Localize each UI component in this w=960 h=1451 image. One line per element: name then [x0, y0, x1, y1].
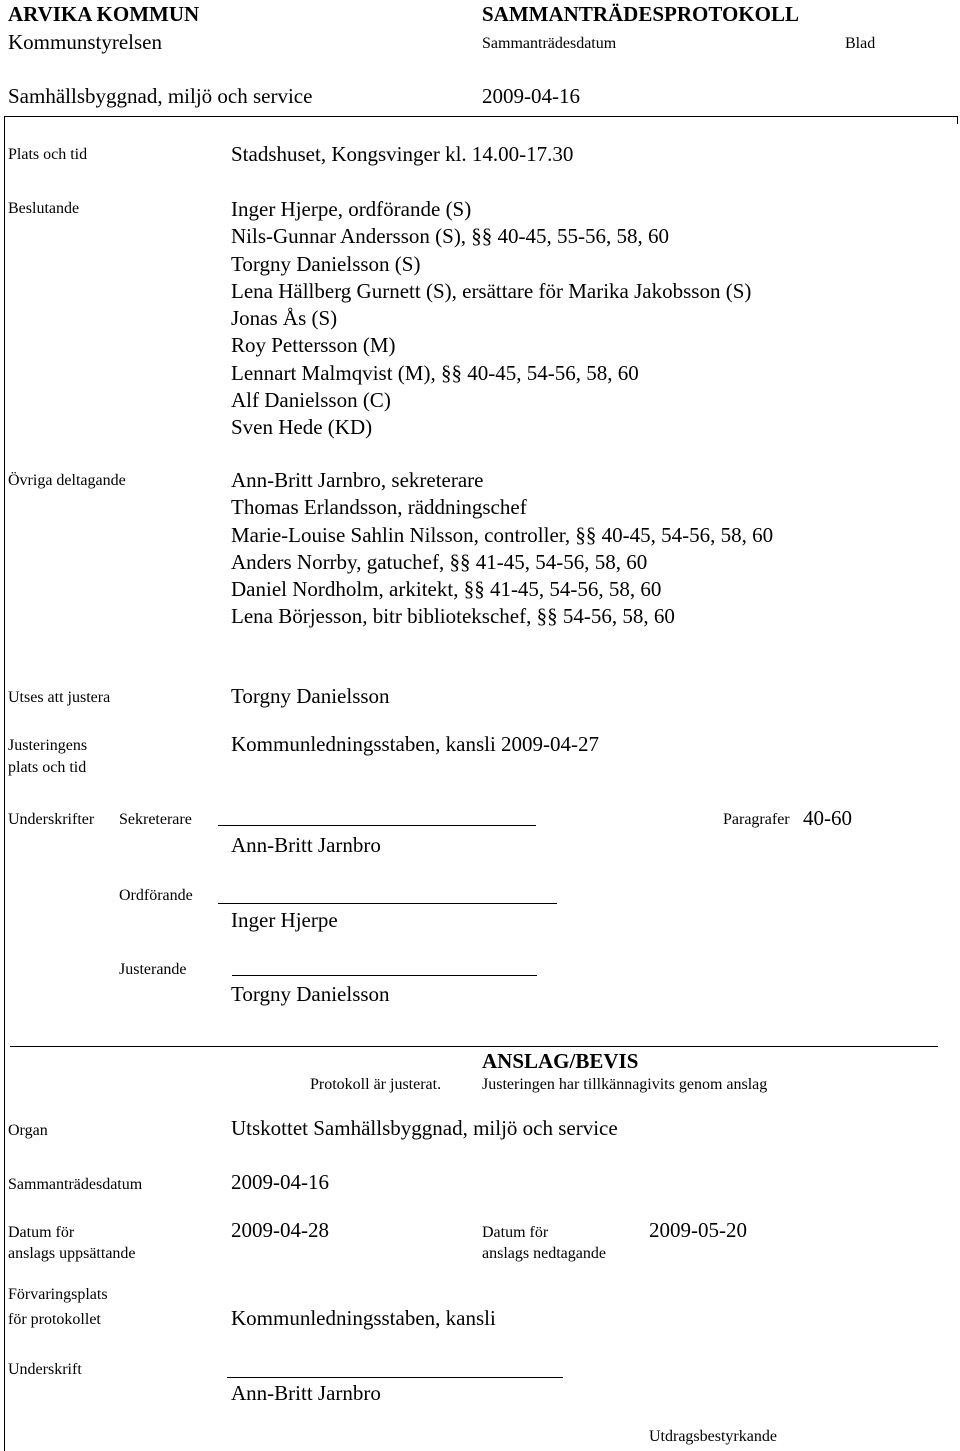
- posted-label: Datum för: [8, 1224, 75, 1241]
- board-name: Kommunstyrelsen: [8, 30, 162, 54]
- left-border: [4, 116, 5, 1451]
- list-item: Alf Danielsson (C): [231, 388, 391, 413]
- storage-value: Kommunledningsstaben, kansli: [231, 1306, 496, 1330]
- list-item: Anders Norrby, gatuchef, §§ 41-45, 54-56, 58, 60: [231, 549, 648, 574]
- removed-value: 2009-05-20: [649, 1218, 747, 1242]
- header-meeting-date: 2009-04-16: [482, 84, 580, 108]
- organ-value: Utskottet Samhällsbyggnad, miljö och service: [231, 1116, 618, 1140]
- list-item: Lennart Malmqvist (M), §§ 40-45, 54-56, 58, 60: [231, 360, 639, 385]
- adjuster-label: Utses att justera: [8, 689, 111, 706]
- adjusted-text: Protokoll är justerat.: [310, 1076, 442, 1093]
- right-border-tick: [957, 116, 958, 124]
- posted-label-2: anslags uppsättande: [8, 1245, 136, 1262]
- notice-signature-name: Ann-Britt Jarnbro: [231, 1381, 381, 1405]
- signatures-label: Underskrifter: [8, 811, 95, 828]
- notice-divider: [10, 1046, 938, 1047]
- justifier-signature-line: [232, 975, 537, 976]
- adjust-place-label-2: plats och tid: [8, 759, 87, 776]
- chair-signature-line: [218, 903, 557, 904]
- paragraphs-value: 40-60: [803, 806, 852, 830]
- list-item: Marie-Louise Sahlin Nilsson, controller, §§ 40-45, 54-56, 58, 60: [231, 522, 774, 547]
- announced-text: Justeringen har tillkännagivits genom anslag: [482, 1076, 768, 1093]
- notice-signature-line: [227, 1377, 563, 1378]
- list-item: Sven Hede (KD): [231, 415, 373, 440]
- list-item: Daniel Nordholm, arkitekt, §§ 41-45, 54-56, 58, 60: [231, 577, 662, 602]
- removed-label-2: anslags nedtagande: [482, 1245, 606, 1262]
- list-item: Roy Pettersson (M): [231, 333, 396, 358]
- adjuster-value: Torgny Danielsson: [231, 684, 390, 708]
- meeting-date-label: Sammanträdesdatum: [482, 35, 617, 52]
- document-type: SAMMANTRÄDESPROTOKOLL: [482, 2, 799, 26]
- committee-name: Samhällsbyggnad, miljö och service: [8, 84, 313, 108]
- list-item: Lena Hällberg Gurnett (S), ersättare för Marika Jakobsson (S): [231, 278, 752, 303]
- adjust-place-value: Kommunledningsstaben, kansli 2009-04-27: [231, 732, 600, 756]
- notice-meeting-date-label: Sammanträdesdatum: [8, 1176, 143, 1193]
- list-item: Torgny Danielsson (S): [231, 251, 421, 276]
- storage-label-2: för protokollet: [8, 1311, 101, 1328]
- notice-title: ANSLAG/BEVIS: [482, 1049, 639, 1073]
- place-label: Plats och tid: [8, 146, 88, 163]
- organ-label: Organ: [8, 1122, 48, 1139]
- list-item: Ann-Britt Jarnbro, sekreterare: [231, 468, 484, 492]
- justifier-name: Torgny Danielsson: [231, 982, 390, 1006]
- list-item: Thomas Erlandsson, räddningschef: [231, 495, 527, 520]
- paragraphs-label: Paragrafer: [723, 811, 790, 828]
- org-name: ARVIKA KOMMUN: [8, 2, 200, 26]
- others-label: Övriga deltagande: [8, 472, 126, 489]
- list-item: Nils-Gunnar Andersson (S), §§ 40-45, 55-56, 58, 60: [231, 224, 670, 249]
- list-item: Jonas Ås (S): [231, 306, 338, 331]
- header-divider: [4, 116, 958, 117]
- adjust-place-label: Justeringens: [8, 737, 88, 754]
- removed-label: Datum för: [482, 1224, 549, 1241]
- secretary-signature-line: [218, 825, 536, 826]
- posted-value: 2009-04-28: [231, 1218, 329, 1242]
- secretary-label: Sekreterare: [119, 811, 192, 828]
- notice-meeting-date-value: 2009-04-16: [231, 1170, 329, 1194]
- justifier-label: Justerande: [119, 961, 187, 978]
- secretary-name: Ann-Britt Jarnbro: [231, 833, 381, 857]
- storage-label: Förvaringsplats: [8, 1286, 108, 1303]
- page-label: Blad: [845, 35, 876, 52]
- list-item: Inger Hjerpe, ordförande (S): [231, 197, 472, 221]
- others-list: [231, 467, 773, 631]
- deciding-list: [231, 196, 751, 442]
- deciding-label: Beslutande: [8, 200, 80, 217]
- list-item: Lena Börjesson, bitr bibliotekschef, §§ 54-56, 58, 60: [231, 604, 675, 629]
- signature-label: Underskrift: [8, 1361, 82, 1378]
- place-value: Stadshuset, Kongsvinger kl. 14.00-17.30: [231, 142, 574, 166]
- chair-name: Inger Hjerpe: [231, 908, 338, 932]
- chair-label: Ordförande: [119, 887, 193, 904]
- certified-label: Utdragsbestyrkande: [649, 1428, 777, 1445]
